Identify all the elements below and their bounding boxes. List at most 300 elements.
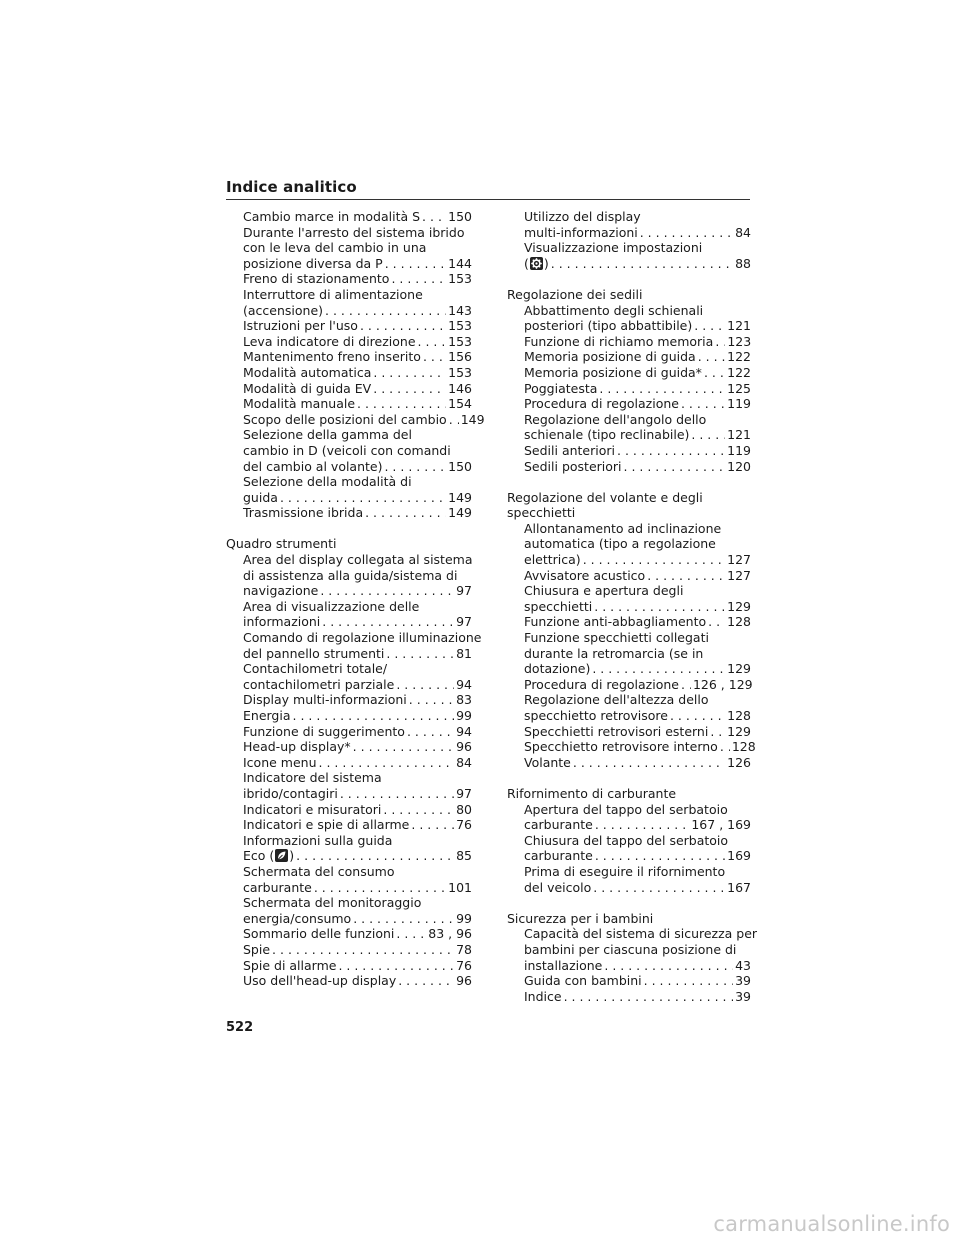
settings-gear-icon [530,257,543,270]
page-reference: 88 [735,255,751,271]
index-heading: Regolazione dei sedili [507,286,643,302]
entry-label-text: Display multi-informazioni [243,692,407,708]
entry-label-text: Modalità automatica [243,364,372,380]
page-reference: 80 [456,801,472,817]
dot-leader [396,973,454,989]
page-reference: 129 [727,723,751,739]
entry-label-text: guida [243,489,278,505]
entry-label-text: navigazione [243,583,319,599]
dot-leader [294,848,454,864]
dot-leader [384,646,454,662]
index-subentry [226,942,472,958]
entry-label [524,817,593,833]
index-subentry [507,225,751,241]
page-reference: 78 [456,941,472,957]
dot-leader [421,349,446,365]
index-subentry-text: Visualizzazione impostazioni [524,240,703,256]
page-reference: 96 [456,973,472,989]
entry-label [524,365,702,381]
index-subentry [507,755,751,771]
dot-leader [622,459,726,475]
dot-leader [571,755,725,771]
entry-label-text: Specchietto retrovisore interno [524,739,718,755]
page-reference: 97 [456,785,472,801]
page-reference: 128 [731,739,756,755]
dot-leader [381,802,454,818]
entry-label [243,817,409,833]
dot-leader [312,880,446,896]
entry-label-close: ) [543,255,549,271]
page-reference: 125 [727,380,751,396]
dot-leader [371,381,446,397]
index-subentry [507,661,751,677]
index-subentry-text: Schermata del consumo [243,863,395,879]
dot-leader [407,692,454,708]
index-subentry [226,271,472,287]
dot-leader [549,256,733,272]
index-subentry [507,334,751,350]
dot-leader [382,459,446,475]
index-subentry [226,209,472,225]
page-reference: 84 [456,754,472,770]
index-subentry [507,739,756,755]
entry-label-text: dotazione) [524,661,591,677]
index-subentry-text: durante la retromarcia (se in [524,645,704,661]
entry-label [524,661,590,677]
dot-leader [668,708,725,724]
entry-label [243,692,407,708]
index-subentry [226,411,485,428]
entry-label-text: Procedura di regolazione [524,396,679,412]
index-subentry-text: Durante l'arresto del sistema ibrido [243,224,465,240]
dot-leader [394,926,426,942]
index-subentry-text: Abbattimento degli schienali [524,302,704,318]
page-header-title: Indice analitico [226,178,357,196]
dot-leader [383,256,446,272]
index-subentry-text: Interruttore di alimentazione [243,286,423,302]
index-subentry [226,505,472,521]
entry-label [524,989,562,1005]
index-subentry [507,958,751,974]
entry-label [524,848,593,864]
watermark: carmanualsonline.info [713,1212,950,1236]
dot-leader [696,349,725,365]
page-reference: 81 [456,645,472,661]
page-number: 522 [226,1020,254,1035]
entry-label [243,926,394,942]
entry-label-text: Specchietti retrovisori esterni [524,723,709,739]
index-subentry [507,880,751,896]
entry-label [243,396,355,412]
index-subentry-text: Allontanamento ad inclinazione [524,520,722,536]
entry-label [243,318,358,334]
index-subentry-text: Regolazione dell'angolo dello [524,411,707,427]
entry-label-text: Scopo delle posizioni del cambio [243,411,447,427]
index-subentry [226,349,472,365]
entry-label-text: specchietto retrovisore [524,708,668,723]
dot-leader [592,599,725,615]
dot-leader [278,490,446,506]
entry-label-text: contachilometri parziale [243,676,395,692]
section-spacer [507,271,751,287]
entry-label [524,443,615,459]
dot-leader [642,973,733,989]
page-reference: 149 [448,489,472,505]
index-subentry [507,614,751,630]
entry-label-text: Volante [524,754,571,770]
entry-label-text: Indicatori e spie di allarme [243,817,410,833]
entry-label-text: ibrido/contagiri [243,785,338,801]
index-column-left [226,209,485,989]
index-subentry [226,677,472,693]
index-subentry [226,958,472,974]
index-subentry-text: Capacità del sistema di sicurezza per [524,926,758,942]
entry-label [524,614,706,630]
entry-label [243,381,371,397]
index-subentry-text: automatica (tipo a regolazione [524,536,716,552]
entry-label-text: Funzione di suggerimento [243,723,405,739]
dot-leader [593,848,725,864]
dot-leader [409,817,454,833]
index-subentry [507,443,751,459]
page-reference: 101 [448,879,472,895]
entry-label-text: del pannello strumenti [243,645,385,661]
page-reference: 122 [727,349,751,365]
entry-label-text: Mantenimento freno inserito [243,349,421,365]
dot-leader [679,396,725,412]
page-reference: 167 [727,879,751,895]
index-subentry [507,427,751,443]
page-reference: 97 [456,614,472,630]
section-spacer [507,474,751,490]
entry-label-text: (accensione) [243,302,324,318]
entry-label [243,802,381,818]
entry-label [524,958,602,974]
dot-leader [336,958,454,974]
entry-label-text: informazioni [243,614,321,630]
dot-leader [351,739,454,755]
index-heading: Sicurezza per i bambini [507,910,654,926]
index-subentry-text: Area del display collegata al sistema [243,552,473,568]
entry-label-text: Istruzioni per l'uso [243,318,358,334]
entry-label [524,880,591,896]
index-subentry [226,786,472,802]
entry-label [524,396,679,412]
page-reference: 121 [727,427,751,443]
page-reference: 43 [735,957,751,973]
index-subentry [226,334,472,350]
page-reference: 83 [456,692,472,708]
entry-label [524,739,718,755]
page-reference: 96 [456,739,472,755]
index-subentry [226,256,472,272]
page-reference: 154 [448,396,472,412]
page-reference: 129 [727,598,751,614]
dot-leader [363,505,446,521]
page-reference: 120 [727,458,751,474]
entry-label [243,209,420,225]
dot-leader [581,552,725,568]
index-subentry [226,646,472,662]
index-subentry [507,459,751,475]
entry-label-text: Spie di allarme [243,957,337,973]
dot-leader [702,365,725,381]
entry-label-text: posteriori (tipo abbattibile) [524,318,693,334]
dot-leader [713,334,725,350]
section-spacer [507,895,751,911]
index-subentry-text: Prima di eseguire il rifornimento [524,863,726,879]
entry-label [524,677,679,693]
entry-label [243,880,312,896]
entry-label-text: Indice [524,988,562,1004]
entry-label [243,412,447,428]
index-subentry [226,848,472,864]
entry-label-text: specchietti [524,598,593,614]
index-subentry [226,755,472,771]
dot-leader [708,724,725,740]
entry-label [243,271,389,287]
entry-label-text: Eco ( [243,848,275,864]
dot-leader [562,989,734,1005]
page-reference: 119 [727,396,751,412]
dot-leader [317,755,455,771]
entry-label-text: Icone menu [243,754,317,770]
index-subentry [507,677,751,693]
page-reference: 153 [448,333,472,349]
index-heading: Quadro strumenti [226,536,337,552]
entry-label-text: Freno di stazionamento [243,271,390,287]
page-reference: 39 [735,988,751,1004]
dot-leader [355,396,446,412]
index-subentry-text: Area di visualizzazione delle [243,598,420,614]
entry-label-text: Head-up display* [243,739,351,755]
header-divider [226,199,750,200]
index-subentry-text: cambio in D (veicoli con comandi [243,442,451,458]
entry-label [243,724,405,740]
page-reference: 94 [456,676,472,692]
index-subentry [507,568,751,584]
entry-label-text: Trasmissione ibrida [243,505,364,521]
entry-label-text: carburante [243,879,312,895]
entry-label-text: carburante [524,848,593,864]
entry-label-text: Indicatori e misuratori [243,801,382,817]
entry-label-text: Sommario delle funzioni [243,926,395,942]
dot-leader [323,303,446,319]
entry-label [243,911,351,927]
index-subentry [226,381,472,397]
entry-label-text: Funzione di richiamo memoria [524,333,714,349]
dot-leader [590,661,725,677]
page-reference: 76 [456,957,472,973]
index-subentry [507,599,751,615]
entry-label-text: installazione [524,957,603,973]
entry-label [243,256,383,272]
page-reference: 99 [456,910,472,926]
dot-leader [371,365,446,381]
index-subentry [226,817,472,833]
page-reference: 84 [735,224,751,240]
index-subentry [226,973,472,989]
entry-label [524,552,581,568]
index-subentry [226,724,472,740]
entry-label-text: del veicolo [524,879,592,895]
index-heading: Rifornimento di carburante [507,785,677,801]
entry-label-text: elettrica) [524,552,581,568]
entry-label [243,505,363,521]
entry-label-text: Avvisatore acustico [524,567,646,583]
index-subentry [507,708,751,724]
entry-label [243,739,351,755]
entry-label-text: Sedili posteriori [524,458,622,474]
index-subentry [507,848,751,864]
page-reference: 122 [727,364,751,380]
section-spacer [226,521,472,537]
dot-leader [416,334,447,350]
index-subentry [226,880,472,896]
page-reference: 97 [456,583,472,599]
entry-label-text: Funzione anti-abbagliamento [524,614,707,630]
dot-leader [602,958,733,974]
entry-label [243,459,382,475]
index-subentry [226,692,472,708]
index-subentry [226,396,472,412]
index-heading: specchietti [507,505,576,521]
page-reference: 127 [727,552,751,568]
dot-leader [320,614,454,630]
page-reference: 156 [448,349,472,365]
page-reference: 127 [727,567,751,583]
page-reference: 169 [727,848,751,864]
index-subentry-text: Indicatore del sistema [243,770,382,786]
page-reference: 129 [727,661,751,677]
entry-label-text: Memoria posizione di guida [524,349,696,365]
page-reference: 150 [448,209,472,224]
entry-label-text: energia/consumo [243,910,352,926]
dot-leader [679,677,691,693]
eco-leaf-icon [275,849,288,862]
entry-label [524,724,708,740]
entry-label [243,958,336,974]
entry-label [243,755,317,771]
entry-label [524,256,549,272]
entry-label-text: Poggiatesta [524,380,598,396]
dot-leader [291,708,455,724]
page-reference: 153 [448,318,472,334]
dot-leader [706,614,725,630]
index-subentry [507,396,751,412]
page-reference: 121 [727,318,751,334]
index-subentry [507,973,751,989]
dot-leader [318,583,454,599]
index-subentry [507,365,751,381]
index-subentry [507,318,751,334]
page-reference: 153 [448,364,472,380]
entry-label [524,318,692,334]
index-subentry-text: Funzione specchietti collegati [524,630,709,646]
index-subentry [507,817,751,833]
dot-leader [593,817,690,833]
entry-label [524,459,622,475]
dot-leader [394,677,454,693]
entry-label [243,708,291,724]
index-subentry-text: Selezione della modalità di [243,474,412,490]
dot-leader [405,724,454,740]
entry-label [243,614,320,630]
entry-label [243,334,416,350]
entry-label [243,786,338,802]
index-subentry [226,708,472,724]
entry-label-text: Modalità manuale [243,396,356,412]
index-subentry [226,303,472,319]
entry-label-text: Procedura di regolazione [524,676,679,692]
page-reference: 150 [448,458,472,474]
entry-label [524,755,571,771]
page-reference: 119 [727,442,751,458]
dot-leader [597,381,725,397]
entry-label-text: Uso dell'head-up display [243,973,397,989]
entry-label-text: Sedili anteriori [524,442,615,458]
entry-label [243,677,394,693]
entry-label [524,599,592,615]
entry-label [243,349,421,365]
page-reference: 83 , 96 [428,926,472,942]
dot-leader [270,942,454,958]
entry-label [524,349,696,365]
page-reference: 128 [727,614,751,630]
dot-leader [689,427,725,443]
page-reference: 143 [448,302,472,318]
page-reference: 128 [727,708,751,723]
dot-leader [338,786,454,802]
dot-leader [447,412,459,428]
index-subentry-text: Comando di regolazione illuminazione [243,630,482,646]
index-subentry [226,490,472,506]
index-subentry [226,802,472,818]
entry-label [243,365,371,381]
entry-label-text: Leva indicatore di direzione [243,333,416,349]
dot-leader [420,209,446,225]
dot-leader [351,911,454,927]
entry-label [524,225,638,241]
entry-label-text: Memoria posizione di guida* [524,364,702,380]
entry-label-close: ) [289,848,295,864]
page-reference: 76 [456,817,472,833]
entry-label-text: Spie [243,941,271,957]
index-subentry-text: Regolazione dell'altezza dello [524,692,709,708]
page-reference: 126 , 129 [692,676,753,692]
index-subentry [507,724,751,740]
dot-leader [358,318,446,334]
entry-label [524,568,645,584]
dot-leader [389,271,446,287]
entry-label-text: Energia [243,708,291,723]
index-subentry-text: Selezione della gamma del [243,427,412,443]
index-subentry-text: di assistenza alla guida/sistema di [243,567,458,583]
index-subentry-text: Apertura del tappo del serbatoio [524,801,728,817]
entry-label [243,303,323,319]
entry-label [524,427,689,443]
index-subentry-text: bambini per ciascuna posizione di [524,941,737,957]
entry-label [243,942,270,958]
page-reference: 146 [448,380,472,396]
index-subentry [507,349,751,365]
index-column-right [507,209,758,1004]
index-subentry-text: Chiusura e apertura degli [524,583,684,599]
entry-label-text: schienale (tipo reclinabile) [524,427,690,443]
index-subentry [226,459,472,475]
page-reference: 149 [448,505,472,521]
entry-label-text: posizione diversa da P [243,255,383,271]
